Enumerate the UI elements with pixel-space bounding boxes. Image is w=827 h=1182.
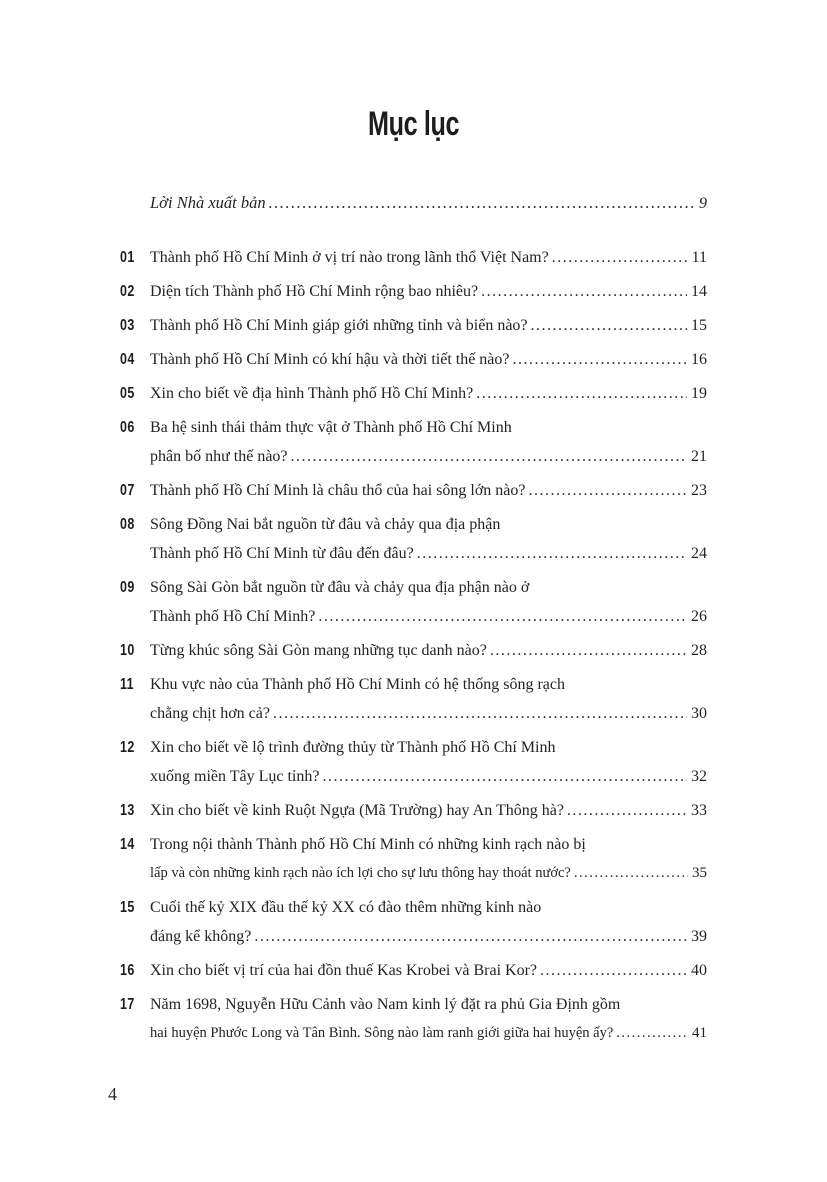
toc-list [120,243,707,1048]
entry-page-number: 39 [691,928,707,945]
entry-line [150,413,707,442]
entry-line [150,1019,707,1048]
front-matter-page-number: 9 [699,195,707,212]
toc-entry [120,830,707,888]
entry-text: Ba hệ sinh thái thảm thực vật ở Thành phố Hồ Chí Minh [150,419,512,436]
entry-line [150,379,707,408]
entry-lines [150,990,707,1048]
entry-lines [150,510,707,568]
dot-leader [273,699,687,728]
entry-text: Thành phố Hồ Chí Minh là châu thổ của hai sông lớn nào? [150,482,526,499]
entry-number: 11 [120,676,134,693]
entry-number: 14 [120,836,135,853]
entry-number: 10 [120,642,135,659]
toc-entry [120,311,707,340]
entry-page-number: 26 [691,608,707,625]
entry-lines [150,636,707,665]
entry-line [150,733,707,762]
entry-lines [150,243,707,272]
dot-leader [254,922,687,951]
entry-line [150,922,707,951]
dot-leader [531,311,687,340]
entry-page-number: 33 [691,802,707,819]
entry-number: 08 [120,516,135,533]
entry-lines [150,796,707,825]
entry-text: Sông Đồng Nai bắt nguồn từ đâu và chảy qua địa phận [150,516,501,533]
entry-text: Xin cho biết về lộ trình đường thủy từ Thành phố Hồ Chí Minh [150,739,556,756]
entry-lines [150,956,707,985]
entry-text: Xin cho biết về địa hình Thành phố Hồ Chí Minh? [150,385,474,402]
entry-line [150,830,707,859]
toc-entry [120,893,707,951]
entry-lines [150,893,707,951]
dot-leader [481,277,687,306]
entry-line [150,602,707,631]
entry-text: Thành phố Hồ Chí Minh từ đâu đến đâu? [150,545,414,562]
front-matter-row [150,188,707,218]
dot-leader [291,442,687,471]
entry-line [150,442,707,471]
entry-number: 02 [120,283,135,300]
entry-page-number: 23 [691,482,707,499]
entry-lines [150,379,707,408]
entry-number: 15 [120,899,135,916]
dot-leader [616,1019,688,1048]
entry-text: Thành phố Hồ Chí Minh ở vị trí nào trong lãnh thổ Việt Nam? [150,249,549,266]
entry-number: 06 [120,419,135,436]
entry-text: Khu vực nào của Thành phố Hồ Chí Minh có hệ thống sông rạch [150,676,565,693]
entry-line [150,990,707,1019]
dot-leader [417,539,687,568]
toc-entry [120,510,707,568]
entry-lines [150,670,707,728]
toc-entry [120,990,707,1048]
entry-line [150,345,707,374]
entry-line [150,243,707,272]
dot-leader [540,956,687,985]
entry-page-number: 11 [691,249,707,266]
entry-lines [150,277,707,306]
front-matter-label: Lời Nhà xuất bản [150,193,266,212]
entry-line [150,277,707,306]
entry-number: 09 [120,579,135,596]
entry-page-number: 32 [691,768,707,785]
entry-lines [150,830,707,888]
dot-leader [318,602,687,631]
entry-text: Diện tích Thành phố Hồ Chí Minh rộng bao nhiêu? [150,283,479,300]
dot-leader [269,188,695,217]
entry-text: Thành phố Hồ Chí Minh? [150,608,316,625]
entry-text: Sông Sài Gòn bắt nguồn từ đâu và chảy qua địa phận nào ở [150,579,530,596]
entry-text: Xin cho biết về kinh Ruột Ngựa (Mã Trường) hay An Thông hà? [150,802,564,819]
entry-line [150,796,707,825]
entry-text: Xin cho biết vị trí của hai đồn thuế Kas Krobei và Brai Kor? [150,962,537,979]
page-title: Mục lục [367,105,460,143]
toc-entry [120,379,707,408]
dot-leader [513,345,687,374]
entry-line [150,510,707,539]
entry-text: chằng chịt hơn cả? [150,705,270,722]
dot-leader [490,636,687,665]
entry-line [150,762,707,791]
entry-line [150,311,707,340]
entry-page-number: 15 [691,317,707,334]
toc-entry [120,636,707,665]
entry-text: Từng khúc sông Sài Gòn mang những tục danh nào? [150,642,487,659]
entry-text: Thành phố Hồ Chí Minh có khí hậu và thời tiết thế nào? [150,351,510,368]
entry-page-number: 21 [691,448,707,465]
entry-page-number: 16 [691,351,707,368]
entry-page-number: 35 [692,865,707,881]
dot-leader [529,476,688,505]
toc-entry [120,277,707,306]
entry-text: đáng kể không? [150,928,252,945]
toc-entry [120,956,707,985]
entry-text: lấp và còn những kinh rạch nào ích lợi cho sự lưu thông hay thoát nước? [150,865,571,881]
entry-text: xuống miền Tây Lục tỉnh? [150,768,320,785]
entry-lines [150,345,707,374]
toc-entry [120,573,707,631]
entry-text: hai huyện Phước Long và Tân Bình. Sông nào làm ranh giới giữa hai huyện ấy? [150,1025,614,1041]
entry-number: 05 [120,385,135,402]
entry-text: Cuối thế kỷ XIX đầu thế kỷ XX có đào thêm những kinh nào [150,899,542,916]
entry-number: 12 [120,739,135,756]
dot-leader [322,762,687,791]
dot-leader [476,379,687,408]
entry-text: Năm 1698, Nguyễn Hữu Cảnh vào Nam kinh lý đặt ra phủ Gia Định gồm [150,996,621,1013]
entry-page-number: 14 [691,283,707,300]
entry-text: phân bố như thế nào? [150,448,288,465]
entry-line [150,956,707,985]
entry-line [150,636,707,665]
entry-text: Thành phố Hồ Chí Minh giáp giới những tỉnh và biển nào? [150,317,528,334]
page-title-row [120,104,707,144]
entry-text: Trong nội thành Thành phố Hồ Chí Minh có những kinh rạch nào bị [150,836,586,853]
entry-number: 16 [120,962,135,979]
toc-entry [120,796,707,825]
entry-line [150,539,707,568]
entry-number: 03 [120,317,135,334]
toc-entry [120,413,707,471]
entry-page-number: 41 [692,1025,707,1041]
folio-page-number: 4 [108,1084,117,1104]
toc-entry [120,345,707,374]
entry-page-number: 24 [691,545,707,562]
entry-lines [150,733,707,791]
entry-lines [150,311,707,340]
entry-page-number: 28 [691,642,707,659]
dot-leader [574,859,688,888]
entry-lines [150,476,707,505]
entry-number: 01 [120,249,135,266]
entry-line [150,476,707,505]
entry-line [150,573,707,602]
toc-entry [120,733,707,791]
entry-number: 04 [120,351,135,368]
entry-line [150,893,707,922]
entry-page-number: 40 [691,962,707,979]
entry-line [150,859,707,888]
entry-line [150,670,707,699]
entry-number: 07 [120,482,135,499]
entry-page-number: 30 [691,705,707,722]
entry-number: 17 [120,996,135,1013]
dot-leader [552,243,688,272]
toc-entry [120,670,707,728]
entry-line [150,699,707,728]
entry-number: 13 [120,802,135,819]
entry-lines [150,413,707,471]
entry-page-number: 19 [691,385,707,402]
toc-entry [120,243,707,272]
entry-lines [150,573,707,631]
toc-entry [120,476,707,505]
dot-leader [567,796,687,825]
